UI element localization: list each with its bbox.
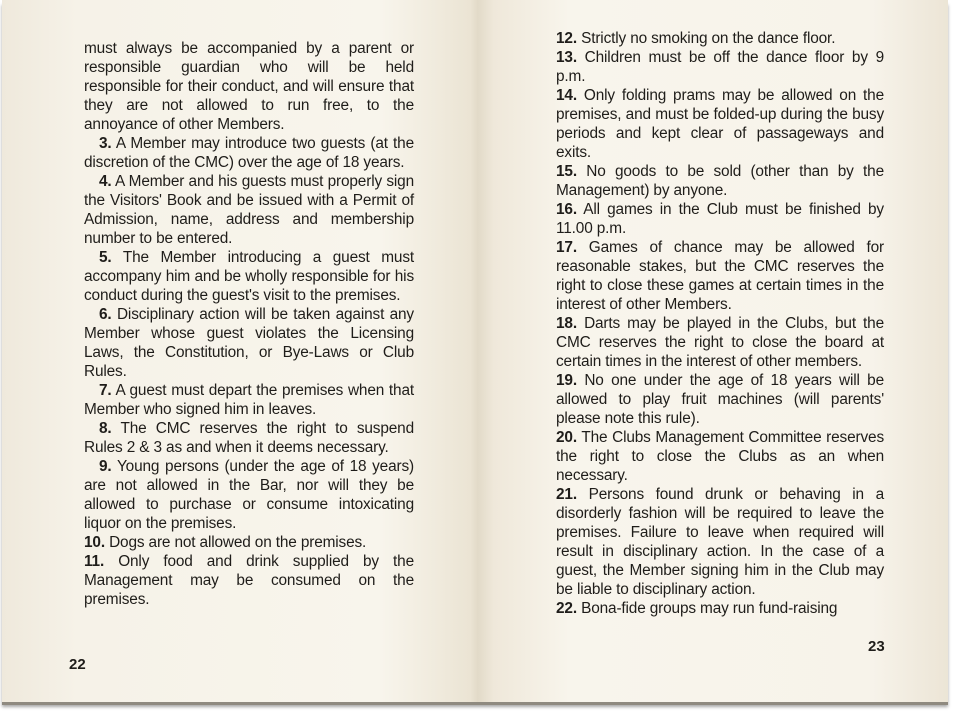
rule-6 [84,305,414,381]
rule-number: 18. [556,315,577,332]
rule-number: 20. [556,429,577,446]
rule-number: 8. [99,420,112,437]
booklet-spread [2,0,948,702]
rule-7 [84,381,414,419]
page-number-left: 22 [69,656,86,673]
rule-number: 7. [99,382,112,399]
rule-16 [556,200,884,238]
rule-text: No goods to be sold (other than by the Management) by anyone. [556,163,884,199]
rule-text: A Member and his guests must properly sign the Visitors' Book and be issued with a Permit of Admission, name, address and membership number to be entered. [84,173,414,247]
left-page-text [84,39,414,609]
rule-number: 14. [556,87,577,104]
rule-19 [556,371,884,428]
rule-text: Strictly no smoking on the dance floor. [581,30,836,47]
rule-text: Bona-fide groups may run fund-raising [581,600,838,617]
rule-22 [556,599,884,618]
rule-21 [556,485,884,599]
right-page-text [556,29,884,618]
rule-10 [84,533,414,552]
rule-text: Children must be off the dance floor by 9 p.m. [556,49,884,85]
rule-number: 11. [84,553,105,570]
rule-15 [556,162,884,200]
rule-number: 15. [556,163,577,180]
rule-18 [556,314,884,371]
rule-number: 22. [556,600,577,617]
page-number-right: 23 [868,638,885,655]
left-page [2,0,476,702]
rule-text: Persons found drunk or behaving in a disorderly fashion will be required to leave the premises. Failure to leave when required will result in disciplinary action. In the case of a guest, the Member signing him in the Club may be liable to disciplinary action. [556,486,884,598]
rule-text: Dogs are not allowed on the premises. [109,534,367,551]
rule-8 [84,419,414,457]
rule-11 [84,552,414,609]
rule-number: 19. [556,372,577,389]
rule-12 [556,29,884,48]
rule-continuation: must always be accompanied by a parent or responsible guardian who will be held responsible for their conduct, and will ensure that they are not allowed to run free, to the annoyance of other Members. [84,40,414,133]
rule-number: 12. [556,30,577,47]
rule-number: 5. [99,249,112,266]
rule-text: A guest must depart the premises when that Member who signed him in leaves. [84,382,415,418]
rule-number: 3. [99,135,112,152]
rule-text: No one under the age of 18 years will be allowed to play fruit machines (will parents' please note this rule). [556,372,884,427]
rule-text: The Member introducing a guest must accompany him and be wholly responsible for his conduct during the guest's visit to the premises. [84,249,414,304]
rule-number: 4. [99,173,112,190]
rule-5 [84,248,414,305]
rule-number: 17. [556,239,577,256]
rule-20 [556,428,884,485]
right-page [478,0,948,702]
rule-text: Only folding prams may be allowed on the premises, and must be folded-up during the busy periods and kept clear of passageways and exits. [556,87,884,161]
rule-text: Games of chance may be allowed for reasonable stakes, but the CMC reserves the right to close these games at certain times in the interest of other Members. [556,239,884,313]
rule-text: All games in the Club must be finished by 11.00 p.m. [556,201,884,237]
rule-number: 13. [556,49,577,66]
rule-text: The CMC reserves the right to suspend Rules 2 & 3 as and when it deems necessary. [84,420,414,456]
rule-number: 21. [556,486,577,503]
rule-14 [556,86,884,162]
rule-9 [84,457,414,533]
rule-text: A Member may introduce two guests (at the discretion of the CMC) over the age of 18 years. [84,135,414,171]
rule-number: 9. [99,458,112,475]
rule-13 [556,48,884,86]
rule-number: 6. [99,306,112,323]
rule-17 [556,238,884,314]
rule-4 [84,172,414,248]
rule-text: Disciplinary action will be taken against any Member whose guest violates the Licensing Laws, the Constitution, or Bye-Laws or Club Rules. [84,306,414,380]
rule-text: Darts may be played in the Clubs, but the CMC reserves the right to close the board at certain times in the interest of other members. [556,315,884,370]
rule-text: The Clubs Management Committee reserves the right to close the Clubs as an when necessary. [556,429,884,484]
rule-number: 16. [556,201,577,218]
rule-number: 10. [84,534,105,551]
rule-text: Young persons (under the age of 18 years) are not allowed in the Bar, nor will they be allowed to purchase or consume intoxicating liquor on the premises. [84,458,414,532]
rule-text: Only food and drink supplied by the Management may be consumed on the premises. [84,553,414,608]
rule-3 [84,134,414,172]
